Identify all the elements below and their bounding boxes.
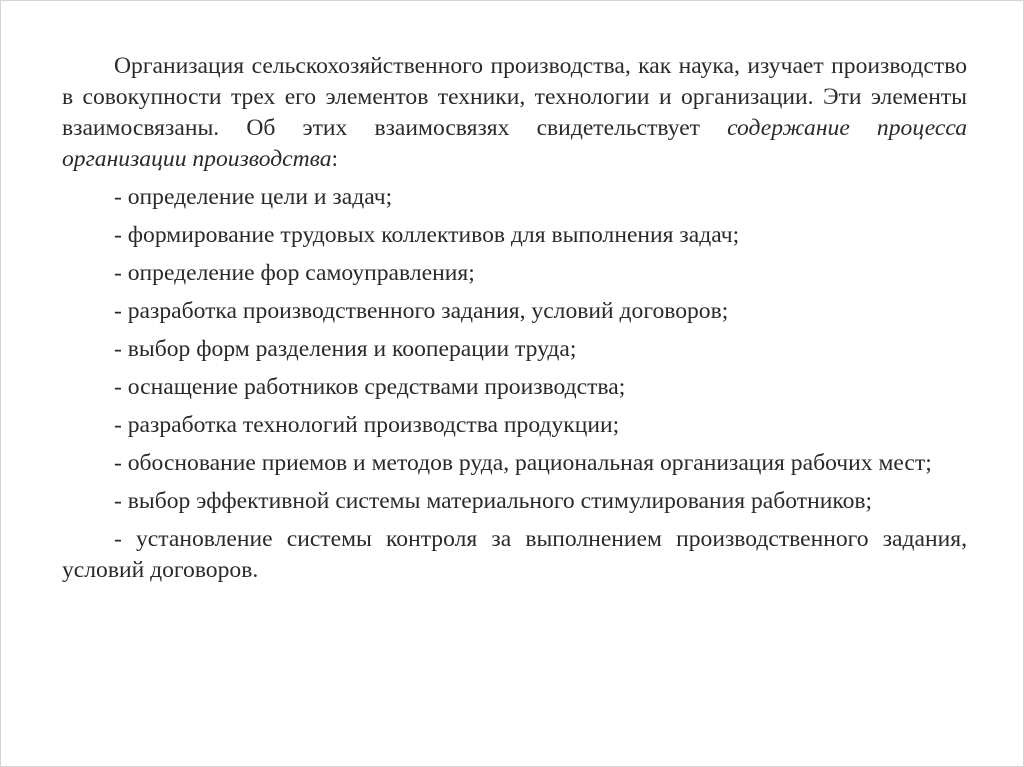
- list-item: - обоснование приемов и методов руда, рациональная организация рабочих мест;: [114, 450, 932, 476]
- list-item: - определение цели и задач;: [114, 184, 393, 210]
- list-item: - разработка технологий производства продукции;: [114, 412, 620, 438]
- list-item: - разработка производственного задания, условий договоров;: [114, 298, 729, 324]
- list-item: - формирование трудовых коллективов для выполнения задач;: [114, 222, 740, 248]
- list-item: - оснащение работников средствами производства;: [114, 374, 626, 400]
- list-item: - выбор форм разделения и кооперации труда;: [114, 336, 577, 362]
- intro-paragraph: [62, 51, 967, 175]
- intro-colon: :: [331, 146, 339, 172]
- intro-text: Организация сельскохозяйственного производства, как наука, изучает производство в совокупности трех его элементов техники, технологии и организации. Эти элементы взаимосвязаны. Об этих взаимосвязях свидетельствует: [62, 53, 967, 141]
- intro-emphasis: содержание процесса организации производства: [62, 115, 967, 172]
- list-item: - установление системы контроля за выполнением производственного задания, условий договоров.: [62, 526, 967, 583]
- list-item: - выбор эффективной системы материального стимулирования работников;: [114, 488, 873, 514]
- text-block: [62, 51, 967, 586]
- list-item: - определение фор самоуправления;: [114, 260, 475, 286]
